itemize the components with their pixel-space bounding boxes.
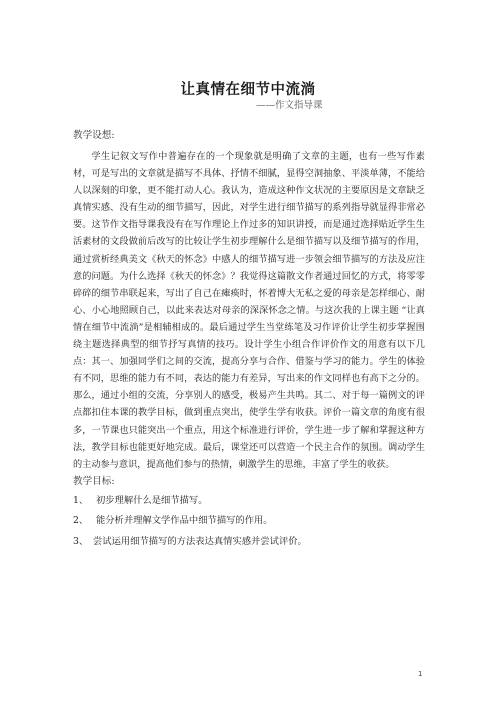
document-subtitle: ——作文指导课 [256,100,323,111]
design-paragraph: 学生记叙文写作中普遍存在的一个现象就是明确了文章的主题，也有一些写作素材，可是写出的文章就是描写不具体、抒情不细腻，显得空洞抽象、平淡单薄，不能给人以深刻的印象，更不能打动人心。我认为，造成这种作文状况的主要原因是文章缺乏真情实感、没有生动的细节描写，因此，对学生进行细节描写的系列指导就显得非常必要。这节作文指导课我没有在写作理论上作过多的知识讲授，而是通过选择贴近学生生活素材的文段做前后改写的比较让学生初步理解什么是细节描写以及细节描写的作用，通过赏析经典美文《秋天的怀念》中感人的细节描写进一步领会细节描写的方法及应注意的问题。为什么选择《秋天的怀念》？我觉得这篇散文作者通过回忆的方式，将零零碎碎的细节串联起来，写出了自己在瘫痪时，怀着博大无私之爱的母亲是怎样细心、耐心、小心地照顾自己，以此来表达对母亲的深深怀念之情。与这次我的上课主题 “让真情在细节中流淌”是相辅相成的。最后通过学生当堂练笔及习作评价让学生初步掌握围绕主题选择典型的细节抒写真情的技巧。设计学生小组合作评价作文的用意有以下几点：其一、加强同学们之间的交流，提高分享与合作、借鉴与学习的能力。学生的体验有不同，思维的能力有不同，表达的能力有差异，写出来的作文同样也有高下之分的。那么，通过小组的交流，分享别人的感受，极易产生共鸣。其二、对于每一篇例文的评点都扣住本课的教学目标，做到重点突出，使学生学有收获。评价一篇文章的角度有很多，一节课也只能突出一个重点，用这个标准进行评价，学生进一步了解和掌握这种方法，教学目标也能更好地完成。最后，课堂还可以营造一个民主合作的氛围。调动学生的主动参与意识，提高他们参与的热情，刺激学生的思维，丰富了学生的收获。 [73,151,425,470]
goal-item [73,511,433,531]
page-number: 1 [418,670,423,678]
goals-list [73,491,433,552]
document-title: 让真情在细节中流淌 [180,81,316,98]
design-heading: 教学设想: [73,130,115,141]
goal-text: 初步理解什么是细节描写。 [93,495,208,506]
goal-item [73,532,433,552]
goal-text: 能分析并理解文学作品中细节描写的作用。 [93,515,273,527]
goal-number: 2、 [73,515,89,527]
goal-item [73,491,433,511]
goal-text: 尝试运用细节描写的方法表达真情实感并尝试评价。 [93,535,307,547]
goal-number: 1、 [73,495,89,506]
goal-number: 3、 [73,535,89,547]
goals-heading: 教学目标: [73,476,115,487]
